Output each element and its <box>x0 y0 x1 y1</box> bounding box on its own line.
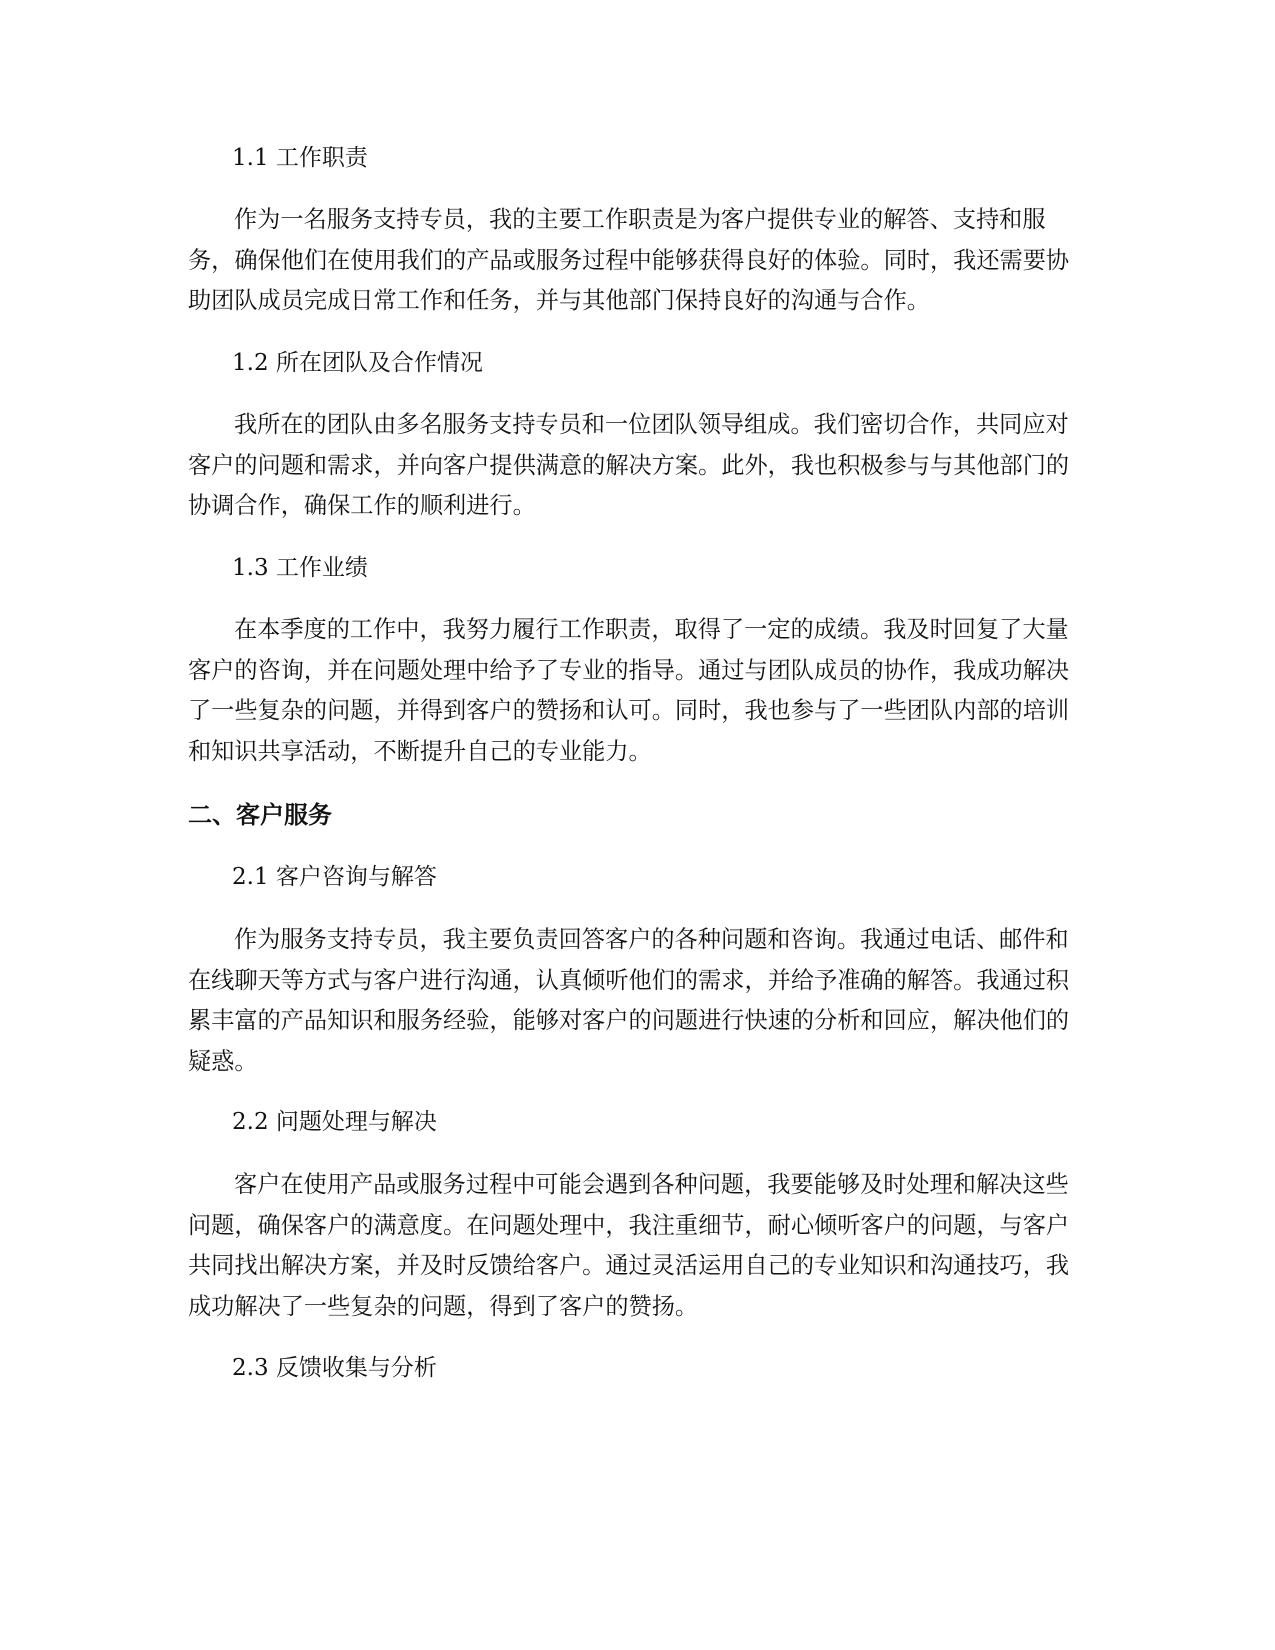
section-1-2-paragraph: 我所在的团队由多名服务支持专员和一位团队领导组成。我们密切合作，共同应对客户的问题和需求，并向客户提供满意的解决方案。此外，我也积极参与与其他部门的协调合作，确保工作的顺利进行。 <box>188 411 1070 519</box>
section-2-2-paragraph: 客户在使用产品或服务过程中可能会遇到各种问题，我要能够及时处理和解决这些问题，确保客户的满意度。在问题处理中，我注重细节，耐心倾听客户的问题，与客户共同找出解决方案，并及时反馈给客户。通过灵活运用自己的专业知识和沟通技巧，我成功解决了一些复杂的问题，得到了客户的赞扬。 <box>188 1171 1070 1320</box>
section-1-1-paragraph: 作为一名服务支持专员，我的主要工作职责是为客户提供专业的解答、支持和服务，确保他们在使用我们的产品或服务过程中能够获得良好的体验。同时，我还需要协助团队成员完成日常工作和任务，并与其他部门保持良好的沟通与合作。 <box>188 206 1070 314</box>
section-1-3-paragraph: 在本季度的工作中，我努力履行工作职责，取得了一定的成绩。我及时回复了大量客户的咨询，并在问题处理中给予了专业的指导。通过与团队成员的协作，我成功解决了一些复杂的问题，并得到客户的赞扬和认可。同时，我也参与了一些团队内部的培训和知识共享活动，不断提升自己的专业能力。 <box>188 616 1070 765</box>
section-2-3-title: 2.3 反馈收集与分析 <box>232 1355 437 1381</box>
section-2-2-title: 2.2 问题处理与解决 <box>232 1109 437 1135</box>
section-2-1-title: 2.1 客户咨询与解答 <box>232 864 437 890</box>
section-2-heading: 二、客户服务 <box>188 801 332 829</box>
section-1-3-title: 1.3 工作业绩 <box>232 555 368 581</box>
section-2-1-paragraph: 作为服务支持专员，我主要负责回答客户的各种问题和咨询。我通过电话、邮件和在线聊天等方式与客户进行沟通，认真倾听他们的需求，并给予准确的解答。我通过积累丰富的产品知识和服务经验，能够对客户的问题进行快速的分析和回应，解决他们的疑惑。 <box>188 926 1070 1075</box>
section-1-2-title: 1.2 所在团队及合作情况 <box>232 350 483 376</box>
section-1-1-title: 1.1 工作职责 <box>232 145 368 171</box>
